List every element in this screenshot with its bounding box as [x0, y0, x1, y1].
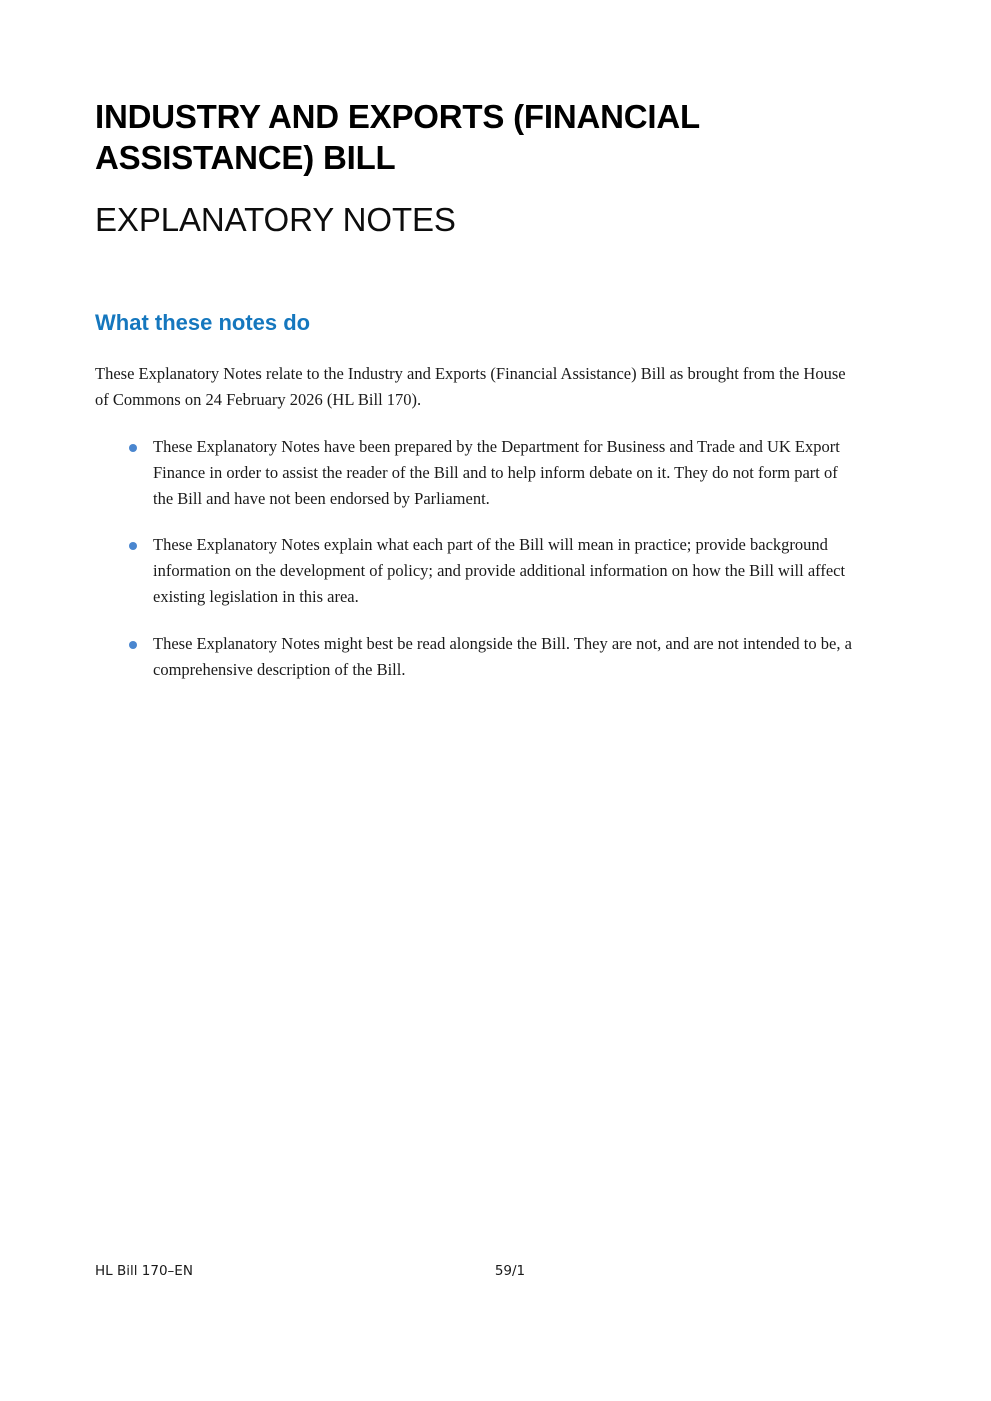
page-footer	[95, 1261, 865, 1283]
document-subtitle: EXPLANATORY NOTES	[95, 201, 456, 238]
page-title: INDUSTRY AND EXPORTS (FINANCIAL ASSISTANCE) BILL	[95, 98, 700, 176]
bullet-dot-icon	[129, 444, 137, 452]
list-item	[95, 434, 857, 511]
footer-bill-reference: HL Bill 170–EN	[95, 1263, 193, 1279]
list-item-text: These Explanatory Notes explain what each part of the Bill will mean in practice; provide background information on the development of policy; and provide additional information on how the Bill will affect existing legislation in this area.	[153, 535, 846, 606]
footer-page-number: 59/1	[494, 1263, 526, 1279]
list-item	[95, 532, 857, 609]
bullet-dot-icon	[129, 641, 137, 649]
list-item-text: These Explanatory Notes have been prepared by the Department for Business and Trade and UK Export Finance in order to assist the reader of the Bill and to help inform debate on it. They do not form part of the Bill and have not been endorsed by Parliament.	[153, 437, 840, 508]
document-content	[95, 0, 865, 682]
list-item	[95, 631, 857, 683]
bullet-dot-icon	[129, 542, 137, 550]
intro-paragraph: These Explanatory Notes relate to the Industry and Exports (Financial Assistance) Bill as brought from the House of Commons on 24 February 2026 (HL Bill 170).	[95, 364, 846, 409]
section-heading-what-these-notes-do: What these notes do	[95, 310, 311, 335]
list-item-text: These Explanatory Notes might best be read alongside the Bill. They are not, and are not intended to be, a comprehensive description of the Bill.	[153, 633, 852, 679]
notes-bullet-list	[95, 412, 865, 682]
